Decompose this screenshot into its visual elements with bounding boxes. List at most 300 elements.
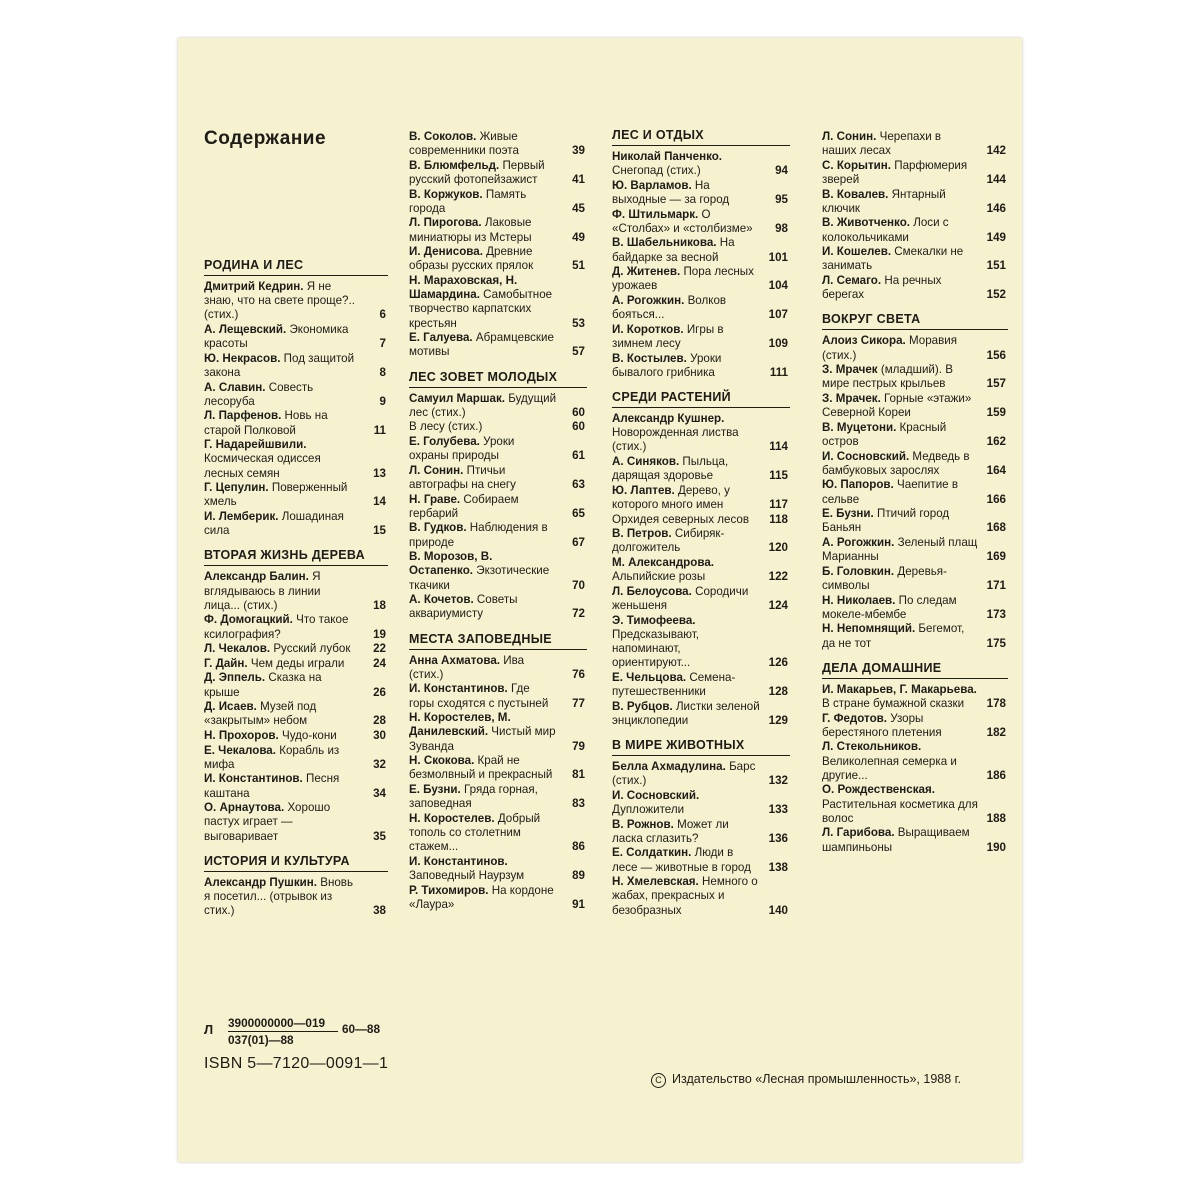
entry-author: Р. Тихомиров. [409, 883, 489, 897]
entry-page-number: 144 [986, 173, 1006, 186]
toc-entry [204, 772, 388, 800]
entry-title: Сказка на крыше [204, 671, 322, 699]
entry-page-number: 63 [572, 477, 585, 491]
toc-entry [204, 438, 388, 481]
entry-author: Л. Парфенов. [204, 409, 282, 423]
entry-author: В. Блюмфельд. [409, 158, 500, 172]
toc-entry [409, 654, 587, 682]
entry-title: Игры в зимнем лесу [612, 322, 724, 350]
copyright-text: Издательство «Лесная промышленность», 1988 г. [672, 1072, 962, 1086]
entry-title: Советы аквариумисту [409, 593, 518, 621]
entry-page-number: 7 [379, 337, 386, 351]
toc-entry [409, 812, 587, 855]
entry-page-number: 83 [572, 797, 585, 811]
entry-author: А. Славин. [204, 380, 266, 394]
entry-author: Белла Ахмадулина. [612, 759, 726, 773]
toc-entry [409, 392, 587, 420]
entry-page-number: 19 [373, 627, 386, 641]
entry-title: Лаковые миниатюры из Мстеры [409, 216, 532, 244]
entry-title: Люди в лесе — животные в город [612, 846, 751, 874]
entry-page-number: 188 [986, 811, 1006, 825]
entry-page-number: 168 [986, 521, 1006, 535]
entry-author: В. Гудков. [409, 521, 467, 535]
entry-page-number: 149 [986, 230, 1006, 244]
entry-page-number: 138 [768, 860, 788, 874]
toc-entry [612, 150, 790, 178]
toc-entry [409, 245, 587, 273]
entry-author: Н. Скокова. [409, 754, 475, 768]
entry-author: В. Соколов. [409, 130, 477, 143]
entry-title: Дупложители [612, 802, 685, 816]
entry-title: Деревья-символы [822, 564, 947, 592]
entry-author: Н. Мараховская, Н. Шамардина. [409, 273, 518, 302]
entry-author: Л. Белоусова. [612, 584, 692, 598]
entry-title: Великолепная семерка и другие... [822, 754, 957, 782]
entry-author: Е. Бузни. [822, 507, 874, 521]
toc-entry [409, 682, 587, 710]
entry-title: По следам мокеле-мбембе [822, 593, 957, 621]
toc-entry [612, 265, 790, 293]
entry-author: Александр Балин. [204, 570, 309, 584]
toc-entry [204, 729, 388, 743]
toc-entry [409, 711, 587, 754]
entry-page-number: 104 [768, 279, 788, 293]
toc-entry [409, 216, 587, 244]
entry-page-number: 94 [775, 164, 788, 178]
toc-entry [409, 593, 587, 621]
entry-page-number: 67 [572, 535, 585, 549]
toc-entry [409, 521, 587, 549]
entry-page-number: 152 [986, 288, 1006, 302]
toc-entry [409, 130, 587, 158]
entry-author: А. Рогожкин. [612, 293, 685, 307]
entry-author: Л. Семаго. [822, 273, 882, 287]
entry-page-number: 157 [986, 377, 1006, 391]
section-heading: СРЕДИ РАСТЕНИЙ [612, 390, 790, 408]
entry-author: Ф. Домогацкий. [204, 613, 293, 627]
entry-title: Узоры берестяного плетения [822, 711, 942, 739]
toc-entry [822, 245, 1008, 273]
entry-title: Моравия (стих.) [822, 334, 958, 362]
entry-title: О «Столбах» и «столбизме» [612, 207, 753, 235]
entry-title: Сибиряк-долгожитель [612, 527, 725, 555]
entry-author: Алоиз Сикора. [822, 334, 906, 348]
toc-entry [612, 671, 790, 699]
entry-author: И. Сосновский. [612, 788, 700, 802]
entry-author: Е. Чельцова. [612, 670, 687, 684]
entry-author: Г. Дайн. [204, 656, 248, 670]
entry-title: Я вглядываюсь в линии лица... (стих.) [204, 570, 321, 612]
toc-entry [822, 216, 1008, 244]
entry-author: В. Костылев. [612, 351, 687, 365]
entry-title: Первый русский фотопейзажист [409, 158, 545, 186]
entry-page-number: 159 [986, 406, 1006, 420]
entry-page-number: 6 [379, 308, 386, 322]
entry-page-number: 91 [572, 897, 585, 911]
entry-title: Совесть лесоруба [204, 380, 314, 408]
entry-page-number: 72 [572, 607, 585, 621]
toc-column-3 [612, 128, 790, 918]
entry-title: (младший). В мире пестрых крыльев [822, 363, 953, 391]
toc-entry [822, 478, 1008, 506]
entry-author: В. Рожнов. [612, 817, 674, 831]
entry-page-number: 79 [572, 739, 585, 753]
entry-page-number: 65 [572, 506, 585, 520]
toc-entry [612, 527, 790, 555]
entry-page-number: 162 [986, 434, 1006, 448]
entry-author: Г. Надарейшвили. [204, 438, 307, 452]
entry-page-number: 11 [373, 423, 386, 437]
entry-page-number: 122 [768, 570, 788, 584]
entry-title: Барс (стих.) [612, 759, 756, 788]
entry-title: Древние образы русских прялок [409, 245, 534, 273]
section-heading: В МИРЕ ЖИВОТНЫХ [612, 738, 790, 756]
entry-title: Абрамцевские мотивы [409, 331, 554, 359]
page-title: Содержание [204, 128, 327, 149]
entry-title: Орхидея северных лесов [612, 512, 749, 526]
entry-author: М. Александрова. [612, 555, 714, 569]
entry-page-number: 173 [986, 607, 1006, 621]
entry-title: Уроки охраны природы [409, 434, 515, 463]
entry-title: Парфюмерия зверей [822, 158, 968, 186]
entry-page-number: 28 [373, 714, 386, 728]
entry-author: Дмитрий Кедрин. [204, 280, 304, 293]
entry-title: Чем деды играли [250, 656, 345, 670]
entry-title: Самобытное творчество карпатских крестьян [409, 288, 553, 330]
entry-page-number: 166 [986, 492, 1006, 506]
entry-author: Александр Кушнер. [612, 411, 725, 425]
toc-entry [409, 754, 587, 782]
toc-entry [409, 550, 587, 593]
entry-page-number: 77 [572, 696, 585, 710]
entry-page-number: 175 [986, 636, 1006, 650]
imprint-numerator: 3900000000—019 [228, 1016, 338, 1032]
entry-title: Под защитой закона [204, 351, 355, 379]
toc-entry [204, 481, 388, 509]
entry-title: Что такое ксилография? [204, 613, 349, 641]
toc-entry [204, 613, 388, 641]
entry-page-number: 164 [986, 463, 1006, 477]
entry-page-number: 8 [379, 366, 386, 379]
toc-entry [822, 712, 1008, 740]
toc-entry [204, 323, 388, 351]
entry-author: Н. Непомнящий. [822, 622, 916, 636]
entry-title: Зеленый плащ Марианны [822, 535, 978, 564]
entry-author: Е. Галуева. [409, 331, 473, 345]
copyright-icon: С [651, 1073, 666, 1088]
entry-title: Черепахи в наших лесах [822, 130, 942, 158]
entry-author: А. Рогожкин. [822, 535, 895, 549]
entry-title: Космическая одиссея лесных семян [204, 452, 321, 480]
entry-title: Русский лубок [273, 642, 351, 656]
entry-page-number: 136 [768, 831, 788, 845]
entry-author: И. Макарьев, Г. Макарьева. [822, 682, 977, 696]
entry-author: А. Синяков. [612, 454, 680, 468]
toc-entry [204, 409, 388, 437]
entry-title: Вновь я посетил... (отрывок из стих.) [204, 875, 354, 918]
entry-title: На выходные — за город [612, 178, 730, 206]
section-heading: ВОКРУГ СВЕТА [822, 312, 1008, 330]
entry-author: И. Сосновский. [822, 449, 910, 463]
toc-entry [612, 760, 790, 788]
entry-title: Экзотические ткачики [409, 564, 550, 592]
entry-author: Н. Прохоров. [204, 728, 279, 742]
toc-entry [612, 875, 790, 918]
entry-page-number: 81 [572, 768, 585, 782]
toc-entry [822, 826, 1008, 854]
entry-author: Е. Бузни. [409, 782, 461, 796]
toc-column-1-entries [204, 258, 388, 918]
entry-page-number: 171 [986, 578, 1006, 592]
entry-page-number: 95 [775, 193, 788, 206]
entry-author: В. Морозов, В. Остапенко. [409, 550, 493, 578]
entry-author: Н. Граве. [409, 492, 461, 506]
toc-entry [822, 565, 1008, 593]
toc-entry [204, 801, 388, 844]
entry-author: В. Ковалев. [822, 187, 889, 201]
entry-author: Александр Пушкин. [204, 875, 317, 889]
entry-author: Ю. Варламов. [612, 178, 692, 192]
isbn: ISBN 5—7120—0091—1 [204, 1055, 389, 1072]
entry-author: И. Кошелев. [822, 245, 892, 259]
toc-entry [822, 783, 1008, 826]
entry-title: Медведь в бамбуковых зарослях [822, 449, 970, 477]
entry-author: И. Константинов. [204, 772, 303, 786]
entry-author: В. Рубцов. [612, 699, 673, 713]
entry-page-number: 182 [986, 725, 1006, 739]
entry-title: Альпийские розы [612, 570, 706, 584]
entry-page-number: 24 [373, 656, 386, 670]
toc-column-2 [409, 130, 587, 912]
entry-author: Николай Панченко. [612, 150, 723, 163]
section-heading: ИСТОРИЯ И КУЛЬТУРА [204, 854, 388, 872]
toc-entry [204, 381, 388, 409]
entry-page-number: 76 [572, 667, 585, 681]
entry-page-number: 15 [373, 524, 386, 538]
entry-author: И. Коротков. [612, 322, 684, 336]
entry-page-number: 190 [986, 840, 1006, 854]
entry-title: Горные «этажи» Северной Кореи [822, 391, 972, 420]
entry-page-number: 101 [768, 250, 788, 264]
entry-page-number: 118 [769, 512, 788, 526]
toc-entry [822, 188, 1008, 216]
entry-page-number: 39 [572, 144, 585, 158]
toc-entry [822, 363, 1008, 391]
entry-author: Ю. Папоров. [822, 478, 894, 492]
entry-page-number: 30 [373, 728, 386, 742]
entry-title: Семена-путешественники [612, 670, 736, 698]
entry-title: Новь на старой Полковой [204, 409, 328, 437]
entry-title: На речных берегах [822, 273, 942, 302]
toc-entry [612, 352, 790, 380]
entry-author: А. Лещевский. [204, 323, 287, 336]
entry-page-number: 128 [768, 684, 788, 698]
section-heading: ДЕЛА ДОМАШНИЕ [822, 661, 1008, 679]
entry-author: Д. Эппель. [204, 671, 266, 685]
entry-author: Д. Житенев. [612, 265, 681, 279]
entry-page-number: 124 [768, 598, 788, 612]
entry-page-number: 146 [986, 201, 1006, 215]
entry-page-number: 38 [373, 904, 386, 918]
entry-title: Смекалки не занимать [822, 245, 964, 273]
entry-title: Птичьи автографы на снегу [409, 463, 516, 491]
imprint-denominator: 037(01)—88 [228, 1033, 294, 1047]
toc-entry [612, 179, 790, 207]
toc-entry [822, 507, 1008, 535]
entry-page-number: 186 [986, 768, 1006, 782]
toc-entry [204, 876, 388, 919]
toc-entry [409, 159, 587, 187]
toc-entry [612, 323, 790, 351]
entry-page-number: 115 [769, 469, 788, 483]
entry-page-number: 34 [373, 786, 386, 800]
imprint-fraction [228, 1016, 338, 1047]
entry-page-number: 98 [775, 221, 788, 235]
entry-author: И. Лемберик. [204, 509, 279, 523]
entry-title: Листки зеленой энциклопедии [612, 699, 760, 727]
entry-author: Н. Хмелевская. [612, 875, 699, 889]
entry-author: А. Кочетов. [409, 593, 474, 607]
toc-entry [204, 700, 388, 728]
entry-page-number: 140 [768, 903, 788, 917]
entry-author: Ю. Лаптев. [612, 483, 675, 497]
toc-entry [822, 622, 1008, 650]
entry-author: С. Корытин. [822, 158, 891, 172]
entry-page-number: 107 [768, 308, 788, 322]
entry-title: Волков бояться... [612, 293, 727, 322]
toc-entry [822, 536, 1008, 564]
entry-title: Собираем гербарий [409, 492, 519, 520]
entry-page-number: 41 [572, 173, 585, 186]
toc-entry [822, 421, 1008, 449]
toc-entry [822, 450, 1008, 478]
entry-title: Будущий лес (стих.) [409, 391, 557, 419]
section-heading: МЕСТА ЗАПОВЕДНЫЕ [409, 632, 587, 650]
entry-page-number: 32 [373, 757, 386, 771]
entry-author: З. Мрачек [822, 363, 878, 377]
toc-entry [204, 510, 388, 538]
entry-author: В. Коржуков. [409, 187, 483, 201]
toc-entry [822, 740, 1008, 783]
toc-entry [612, 700, 790, 728]
entry-title: Гряда горная, заповедная [409, 782, 538, 811]
entry-title: Чудо-кони [282, 728, 337, 742]
toc-column-1 [204, 128, 388, 919]
entry-page-number: 132 [768, 774, 788, 788]
entry-page-number: 117 [769, 497, 788, 511]
entry-title: Где горы сходятся с пустыней [409, 682, 549, 710]
entry-title: Хорошо пастух играет — выговаривает [204, 801, 331, 843]
toc-entry [822, 274, 1008, 302]
entry-page-number: 61 [572, 449, 585, 463]
entry-title: Песня каштана [204, 772, 340, 800]
entry-title: Выращиваем шампиньоны [822, 826, 970, 854]
entry-author: В. Животченко. [822, 216, 911, 230]
section-heading: ЛЕС ЗОВЕТ МОЛОДЫХ [409, 370, 587, 388]
entry-author: Л. Стекольников. [822, 740, 922, 754]
entry-author: З. Мрачек. [822, 391, 881, 405]
entry-title: Предсказывают, напоминают, ориентируют... [612, 627, 699, 670]
entry-page-number: 70 [572, 578, 585, 592]
entry-title: Корабль из мифа [204, 743, 340, 771]
toc-entry [409, 274, 587, 331]
entry-title: Растительная косметика для волос [822, 797, 978, 825]
entry-page-number: 111 [769, 365, 788, 379]
toc-entry [612, 818, 790, 846]
toc-entry [409, 420, 587, 434]
entry-title: Я не знаю, что на свете проще?.. (стих.) [204, 280, 355, 322]
toc-entry [409, 464, 587, 492]
entry-page-number: 9 [379, 394, 386, 408]
entry-title: Красный остров [822, 420, 947, 448]
entry-title: Память города [409, 187, 527, 215]
toc-entry [612, 614, 790, 671]
entry-title: Птичий город Баньян [822, 507, 950, 535]
toc-column-4 [822, 130, 1008, 855]
entry-title: Чистый мир Зуванда [409, 725, 556, 753]
entry-page-number: 26 [373, 685, 386, 699]
copyright [651, 1072, 961, 1088]
entry-author: Л. Пирогова. [409, 216, 482, 230]
entry-page-number: 156 [986, 348, 1006, 362]
toc-entry [409, 493, 587, 521]
entry-author: Ф. Штильмарк. [612, 207, 699, 221]
entry-author: В. Шабельникова. [612, 236, 717, 250]
toc-entry [409, 884, 587, 912]
entry-author: Э. Тимофеева. [612, 613, 696, 627]
section-heading: ВТОРАЯ ЖИЗНЬ ДЕРЕВА [204, 548, 388, 566]
toc-entry [612, 789, 790, 817]
entry-title: Пыльца, дарящая здоровье [612, 454, 729, 483]
entry-page-number: 89 [572, 868, 585, 882]
entry-page-number: 45 [572, 201, 585, 215]
toc-entry [612, 585, 790, 613]
entry-author: В. Петров. [612, 527, 672, 541]
entry-title: Наблюдения в природе [409, 521, 548, 549]
entry-author: Г. Федотов. [822, 711, 888, 725]
toc-entry [612, 484, 790, 512]
entry-author: Е. Голубева. [409, 434, 480, 448]
entry-author: В. Муцетони. [822, 420, 897, 434]
entry-title: На байдарке за весной [612, 236, 735, 264]
entry-author: Д. Исаев. [204, 700, 257, 714]
toc-entry [822, 594, 1008, 622]
entry-title: Экономика красоты [204, 323, 349, 351]
entry-page-number: 13 [373, 466, 386, 480]
entry-title: Дерево, у которого много имен [612, 483, 730, 511]
entry-title: Пора лесных урожаев [612, 265, 754, 293]
entry-page-number: 114 [769, 440, 788, 454]
entry-author: Г. Цепулин. [204, 481, 269, 495]
entry-author: И. Константинов. [409, 682, 508, 696]
entry-author: Н. Николаев. [822, 593, 896, 607]
entry-title: Немного о жабах, прекрасных и безобразных [612, 875, 758, 917]
entry-page-number: 126 [768, 656, 788, 670]
entry-title: Бегемот, да не тот [822, 622, 965, 650]
toc-entry [612, 236, 790, 264]
entry-title: Живые современники поэта [409, 130, 519, 158]
entry-page-number: 22 [373, 642, 386, 656]
entry-title: Новорожденная листва (стих.) [612, 426, 739, 454]
entry-author: О. Арнаутова. [204, 801, 285, 815]
entry-author: Самуил Маршак. [409, 391, 506, 405]
entry-author: Ю. Некрасов. [204, 351, 281, 365]
entry-author: Л. Чекалов. [204, 642, 271, 656]
section-heading: ЛЕС И ОТДЫХ [612, 128, 790, 146]
toc-entry [822, 392, 1008, 420]
entry-author: Е. Солдаткин. [612, 846, 692, 860]
entry-author: Л. Гарибова. [822, 826, 895, 840]
